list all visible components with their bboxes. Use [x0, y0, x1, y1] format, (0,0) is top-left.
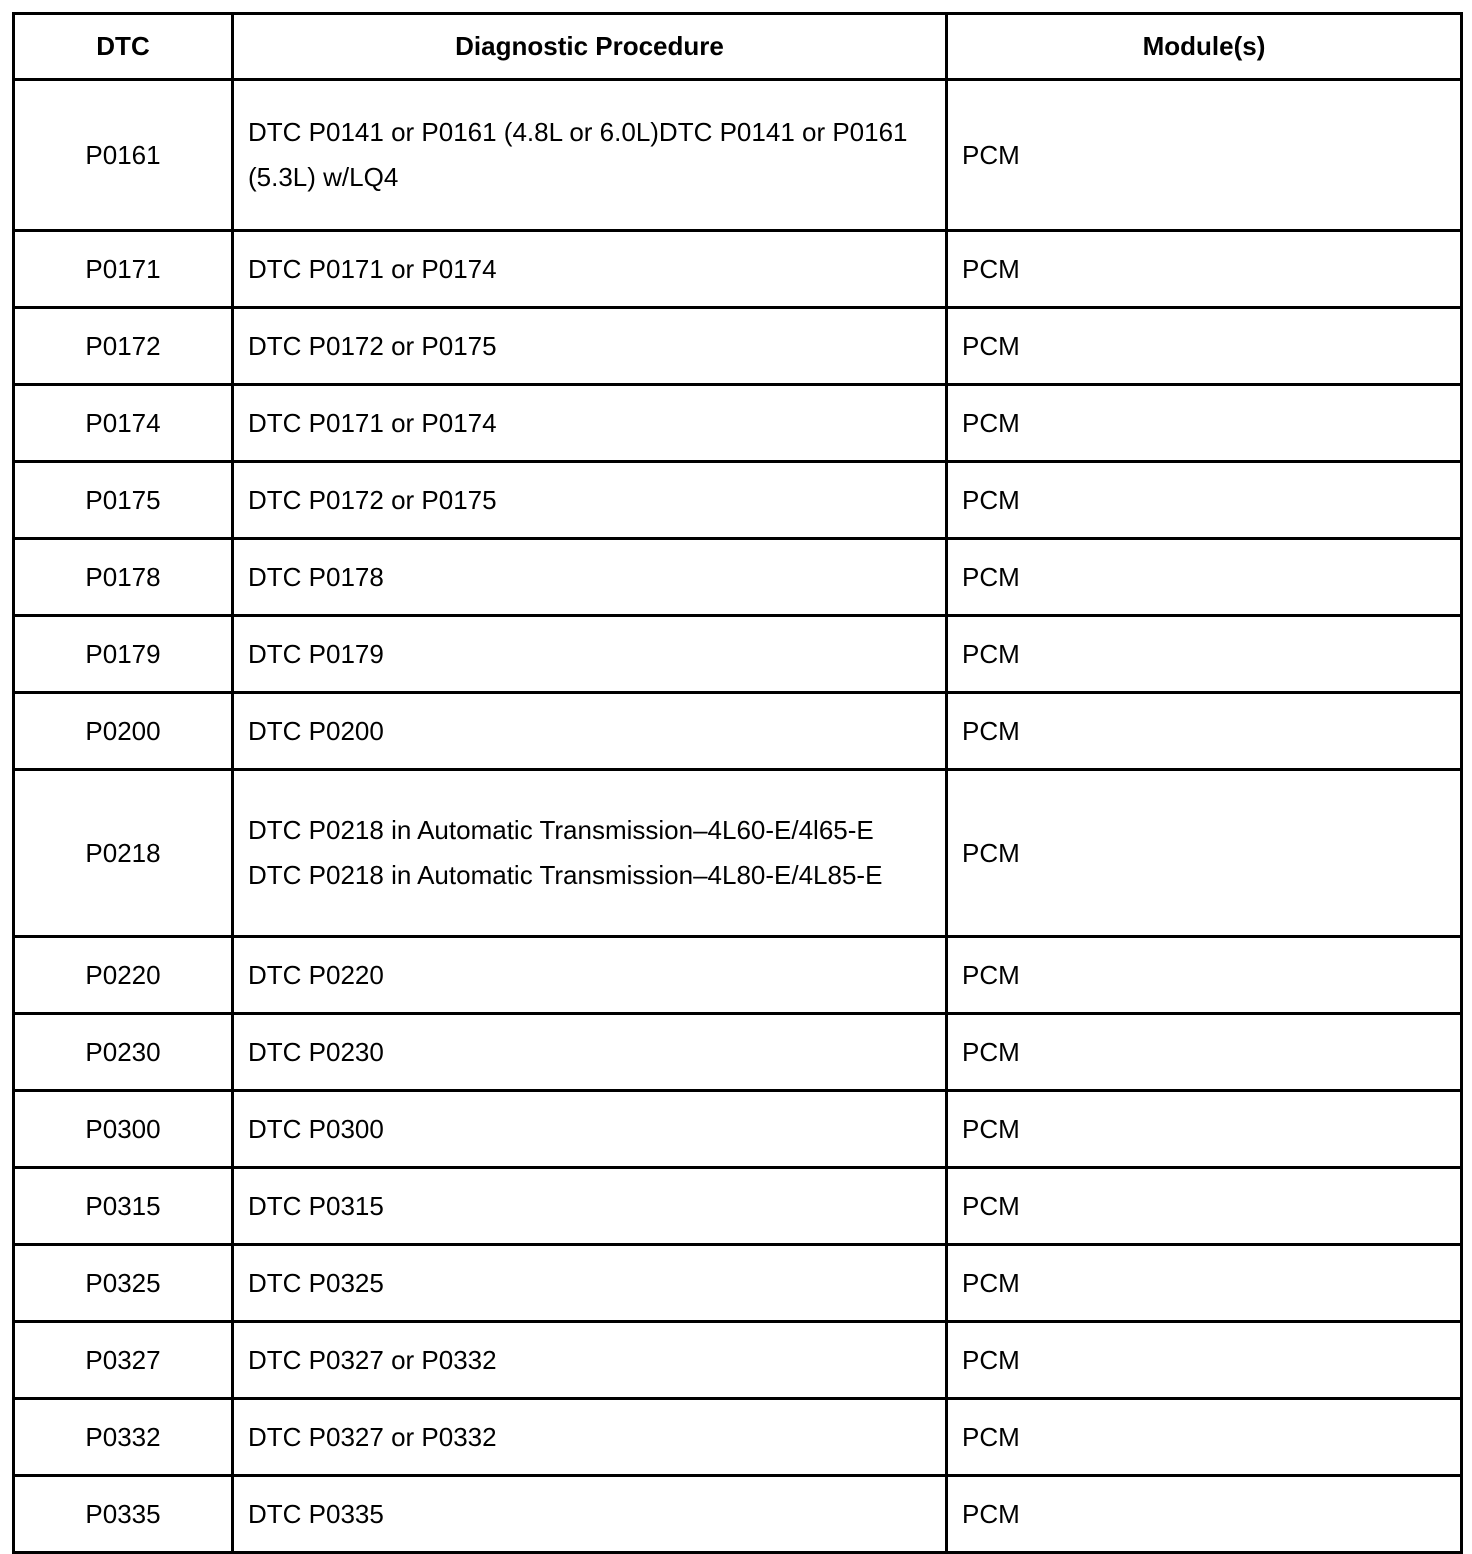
table-row	[14, 539, 1462, 616]
table-header-row	[14, 14, 1462, 80]
dtc-cell: P0300	[14, 1091, 233, 1168]
table-row	[14, 1168, 1462, 1245]
header-modules: Module(s)	[947, 14, 1462, 80]
module-cell: PCM	[947, 80, 1462, 231]
procedure-cell: DTC P0200	[233, 693, 947, 770]
table-row	[14, 770, 1462, 937]
module-cell: PCM	[947, 1245, 1462, 1322]
table-row	[14, 462, 1462, 539]
module-cell: PCM	[947, 231, 1462, 308]
dtc-cell: P0315	[14, 1168, 233, 1245]
table-row	[14, 231, 1462, 308]
dtc-cell: P0161	[14, 80, 233, 231]
procedure-cell: DTC P0230	[233, 1014, 947, 1091]
procedure-cell: DTC P0179	[233, 616, 947, 693]
procedure-cell: DTC P0141 or P0161 (4.8L or 6.0L)DTC P0141 or P0161 (5.3L) w/LQ4	[233, 80, 947, 231]
dtc-cell: P0218	[14, 770, 233, 937]
dtc-cell: P0200	[14, 693, 233, 770]
module-cell: PCM	[947, 1014, 1462, 1091]
procedure-cell: DTC P0327 or P0332	[233, 1399, 947, 1476]
procedure-cell: DTC P0178	[233, 539, 947, 616]
module-cell: PCM	[947, 1322, 1462, 1399]
procedure-cell: DTC P0327 or P0332	[233, 1322, 947, 1399]
procedure-cell: DTC P0172 or P0175	[233, 462, 947, 539]
dtc-cell: P0171	[14, 231, 233, 308]
procedure-cell: DTC P0325	[233, 1245, 947, 1322]
table-row	[14, 616, 1462, 693]
table-row	[14, 1014, 1462, 1091]
dtc-cell: P0332	[14, 1399, 233, 1476]
procedure-cell: DTC P0300	[233, 1091, 947, 1168]
dtc-cell: P0335	[14, 1476, 233, 1553]
table-row	[14, 385, 1462, 462]
dtc-cell: P0179	[14, 616, 233, 693]
dtc-cell: P0172	[14, 308, 233, 385]
dtc-cell: P0325	[14, 1245, 233, 1322]
table-row	[14, 1322, 1462, 1399]
procedure-cell: DTC P0315	[233, 1168, 947, 1245]
module-cell: PCM	[947, 385, 1462, 462]
module-cell: PCM	[947, 616, 1462, 693]
module-cell: PCM	[947, 1476, 1462, 1553]
table-row	[14, 937, 1462, 1014]
module-cell: PCM	[947, 308, 1462, 385]
table-row	[14, 1245, 1462, 1322]
module-cell: PCM	[947, 770, 1462, 937]
dtc-cell: P0178	[14, 539, 233, 616]
dtc-cell: P0230	[14, 1014, 233, 1091]
module-cell: PCM	[947, 693, 1462, 770]
header-dtc: DTC	[14, 14, 233, 80]
dtc-cell: P0327	[14, 1322, 233, 1399]
module-cell: PCM	[947, 462, 1462, 539]
table-row	[14, 1476, 1462, 1553]
dtc-cell: P0175	[14, 462, 233, 539]
module-cell: PCM	[947, 1091, 1462, 1168]
procedure-cell: DTC P0171 or P0174	[233, 385, 947, 462]
table-row	[14, 308, 1462, 385]
module-cell: PCM	[947, 539, 1462, 616]
dtc-cell: P0174	[14, 385, 233, 462]
module-cell: PCM	[947, 1168, 1462, 1245]
dtc-cell: P0220	[14, 937, 233, 1014]
table-row	[14, 1399, 1462, 1476]
procedure-cell: DTC P0172 or P0175	[233, 308, 947, 385]
procedure-cell: DTC P0220	[233, 937, 947, 1014]
procedure-cell: DTC P0335	[233, 1476, 947, 1553]
procedure-cell: DTC P0171 or P0174	[233, 231, 947, 308]
module-cell: PCM	[947, 1399, 1462, 1476]
table-row	[14, 693, 1462, 770]
procedure-cell: DTC P0218 in Automatic Transmission–4L60-E/4l65-E DTC P0218 in Automatic Transmission–4L80-E/4L85-E	[233, 770, 947, 937]
table-row	[14, 80, 1462, 231]
table-row	[14, 1091, 1462, 1168]
module-cell: PCM	[947, 937, 1462, 1014]
header-diagnostic-procedure: Diagnostic Procedure	[233, 14, 947, 80]
dtc-table	[12, 12, 1463, 1554]
